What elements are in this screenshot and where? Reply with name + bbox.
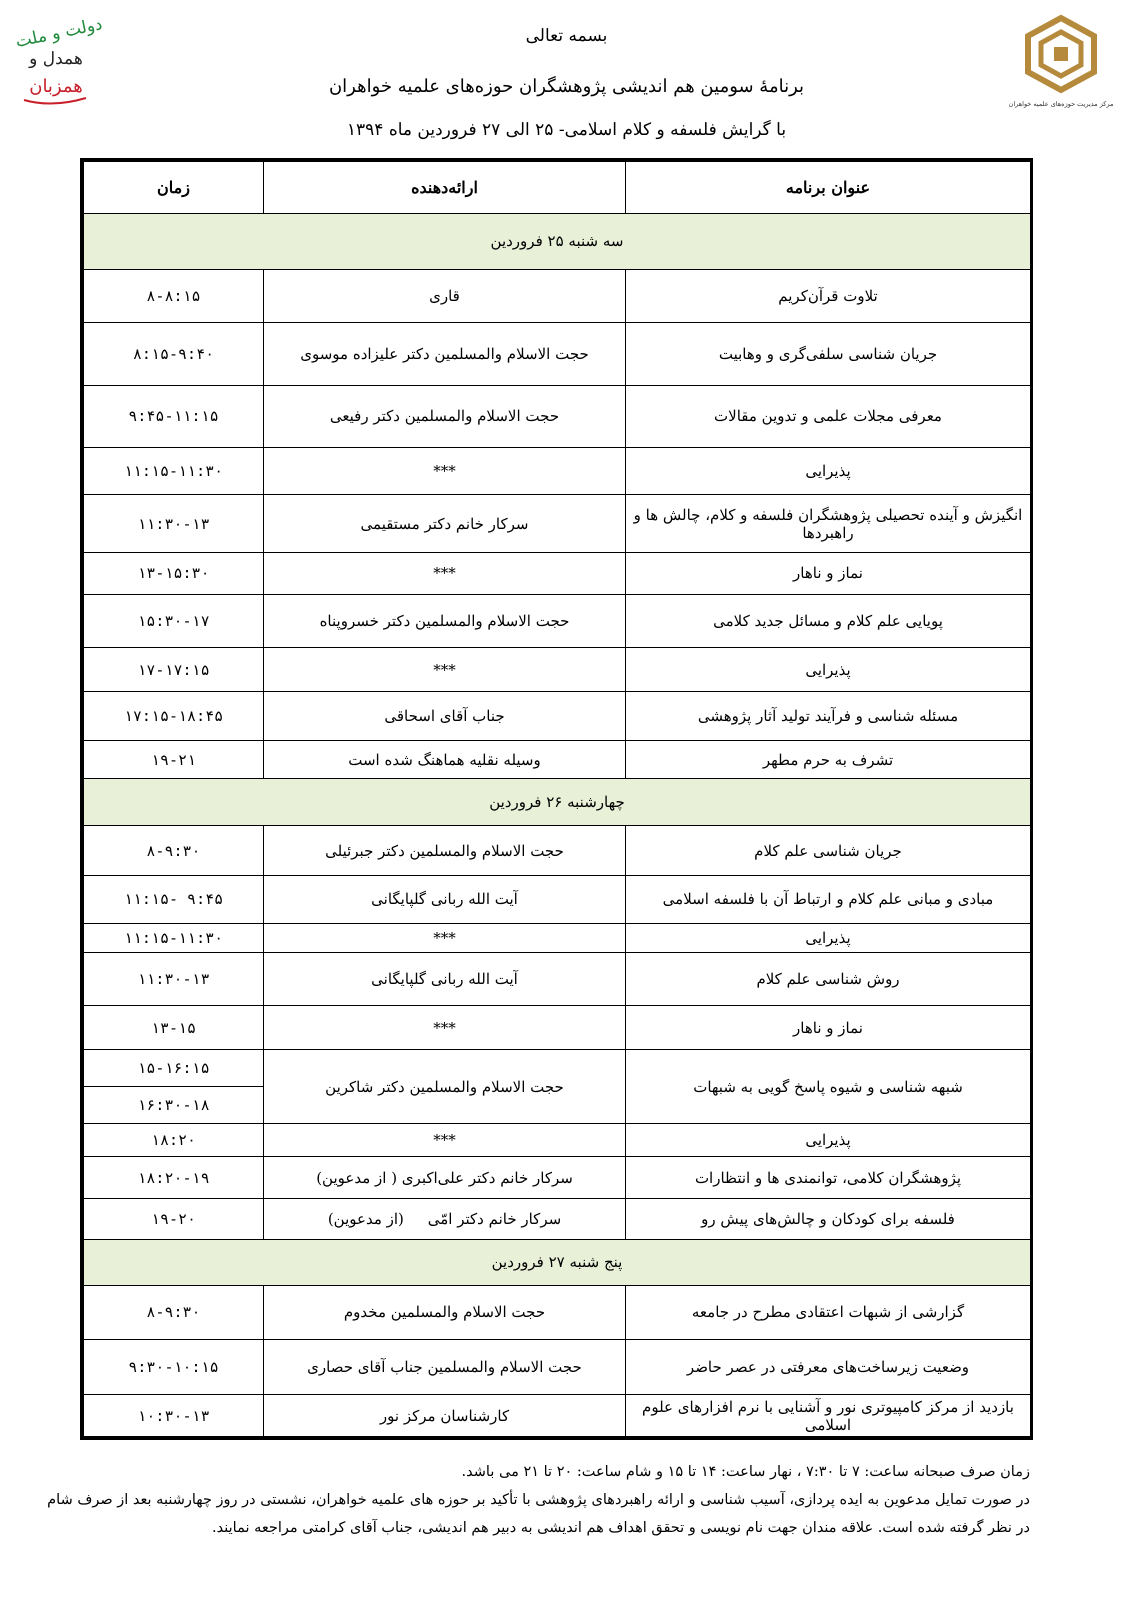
day-row	[84, 213, 1031, 269]
session-title: فلسفه برای کودکان و چالش‌های پیش رو	[626, 1198, 1031, 1239]
session-time: ۱۸:۲۰	[84, 1124, 264, 1157]
session-presenter: جناب آقای اسحاقی	[264, 691, 626, 741]
session-title: تشرف به حرم مطهر	[626, 741, 1031, 778]
program-table	[80, 158, 1033, 1440]
session-time: ۱۹-۲۱	[84, 741, 264, 778]
organization-caption: مرکز مدیریت حوزه‌های علمیه خواهران	[1008, 100, 1114, 108]
day-title: سه شنبه ۲۵ فروردین	[84, 213, 1031, 269]
table-header-row	[84, 162, 1031, 214]
session-presenter: حجت الاسلام والمسلمین جناب آقای حصاری	[264, 1339, 626, 1395]
session-title: گزارشی از شبهات اعتقادی مطرح در جامعه	[626, 1285, 1031, 1339]
table-row	[84, 691, 1031, 741]
column-header-time: زمان	[84, 162, 264, 214]
program-title: برنامهٔ سومین هم اندیشی پژوهشگران حوزه‌های علمیه خواهران	[328, 76, 805, 97]
table-row	[84, 648, 1031, 691]
table-row	[84, 323, 1031, 385]
table-row	[84, 1157, 1031, 1198]
table-row	[84, 385, 1031, 447]
session-time: ۹:۴۵-۱۱:۱۵	[84, 385, 264, 447]
session-presenter: ***	[264, 1124, 626, 1157]
logo-text-3: همزبان	[29, 76, 83, 97]
session-time: ۹:۴۵ -۱۱:۱۵	[84, 876, 264, 924]
session-title: پذیرایی	[626, 1124, 1031, 1157]
session-presenter: سرکار خانم دکتر علی‌اکبری ( از مدعوین)	[264, 1157, 626, 1198]
session-presenter: حجت الاسلام والمسلمین دکتر شاکرین	[264, 1049, 626, 1124]
campaign-logo	[12, 8, 105, 118]
session-time: ۱۸:۲۰-۱۹	[84, 1157, 264, 1198]
session-presenter: حجت الاسلام والمسلمین مخدوم	[264, 1285, 626, 1339]
session-title: مسئله شناسی و فرآیند تولید آثار پژوهشی	[626, 691, 1031, 741]
table-row	[84, 741, 1031, 778]
session-title: نماز و ناهار	[626, 553, 1031, 594]
session-time: ۹:۳۰-۱۰:۱۵	[84, 1339, 264, 1395]
session-title: پذیرایی	[626, 648, 1031, 691]
session-time: ۱۱:۱۵-۱۱:۳۰	[84, 447, 264, 495]
session-title: تلاوت قرآن‌کریم	[626, 269, 1031, 323]
evening-session-note: در صورت تمایل مدعوین به ایده پردازی، آسیب شناسی و ارائه راهبردهای پژوهشی با تأکید بر حوزه های علمیه خواهران، نشستی در روز چهارشنبه بعد از صرف شام در نظر گرفته شده است. علاقه مندان جهت نام نویسی و تحقق اهداف هم اندیشی به دبیر هم اندیشی، جناب آقای کرامتی مراجعه نمایند.	[47, 1492, 1030, 1536]
session-title: روش شناسی علم کلام	[626, 952, 1031, 1006]
session-time: ۱۵-۱۶:۱۵	[137, 1058, 210, 1077]
table-row	[84, 923, 1031, 952]
session-title: مبادی و مبانی علم کلام و ارتباط آن با فلسفه اسلامی	[626, 876, 1031, 924]
column-header-presenter: ارائه‌دهنده	[264, 162, 626, 214]
invocation-heading: بسمه تعالی	[525, 26, 608, 46]
session-time: ۱۳-۱۵:۳۰	[84, 553, 264, 594]
session-title: پژوهشگران کلامی، توانمندی ها و انتظارات	[626, 1157, 1031, 1198]
program-subtitle: با گرایش فلسفه و کلام اسلامی- ۲۵ الی ۲۷ فروردین ماه ۱۳۹۴	[346, 120, 787, 140]
table-row	[84, 269, 1031, 323]
session-presenter: وسیله نقلیه هماهنگ شده است	[264, 741, 626, 778]
logo-text-1: دولت و ملت	[13, 14, 105, 53]
session-time-split	[84, 1049, 264, 1124]
day-row	[84, 778, 1031, 826]
session-presenter: ***	[264, 923, 626, 952]
session-time: ۸-۸:۱۵	[84, 269, 264, 323]
session-title: وضعیت زیرساخت‌های معرفتی در عصر حاضر	[626, 1339, 1031, 1395]
table-row	[84, 1198, 1031, 1239]
session-presenter: آیت الله ربانی گلپایگانی	[264, 876, 626, 924]
session-presenter: حجت الاسلام والمسلمین دکتر علیزاده موسوی	[264, 323, 626, 385]
table-row	[84, 826, 1031, 876]
session-presenter: سرکار خانم دکتر مستقیمی	[264, 495, 626, 553]
session-title: معرفی مجلات علمی و تدوین مقالات	[626, 385, 1031, 447]
day-row	[84, 1240, 1031, 1286]
session-title: پذیرایی	[626, 447, 1031, 495]
session-title: شبهه شناسی و شیوه پاسخ گویی به شبهات	[626, 1049, 1031, 1124]
session-time: ۸-۹:۳۰	[84, 1285, 264, 1339]
meal-times-note: زمان صرف صبحانه ساعت: ۷ تا ۷:۳۰ ، نهار ساعت: ۱۴ تا ۱۵ و شام ساعت: ۲۰ تا ۲۱ می باشد.	[461, 1464, 1030, 1480]
table-row	[84, 1124, 1031, 1157]
session-time: ۱۱:۱۵-۱۱:۳۰	[84, 923, 264, 952]
session-title: جریان شناسی سلفی‌گری و وهابیت	[626, 323, 1031, 385]
session-title: بازدید از مرکز کامپیوتری نور و آشنایی با نرم افزارهای علوم اسلامی	[626, 1395, 1031, 1437]
session-presenter: ***	[264, 553, 626, 594]
table-row	[84, 876, 1031, 924]
footer-notes	[40, 1458, 1030, 1542]
session-presenter: آیت الله ربانی گلپایگانی	[264, 952, 626, 1006]
session-time: ۱۱:۳۰-۱۳	[84, 952, 264, 1006]
session-time: ۱۱:۳۰-۱۳	[84, 495, 264, 553]
table-row	[84, 1339, 1031, 1395]
table-row	[84, 594, 1031, 648]
session-time: ۸-۹:۳۰	[84, 826, 264, 876]
table-row	[84, 1006, 1031, 1049]
logo-text-2: همدل و	[29, 49, 83, 69]
session-time: ۱۷-۱۷:۱۵	[84, 648, 264, 691]
session-presenter: قاری	[264, 269, 626, 323]
session-presenter: حجت الاسلام والمسلمین دکتر رفیعی	[264, 385, 626, 447]
session-presenter: ***	[264, 1006, 626, 1049]
table-row	[84, 952, 1031, 1006]
session-presenter: ***	[264, 447, 626, 495]
session-time: ۱۰:۳۰-۱۳	[84, 1395, 264, 1437]
session-time: ۱۳-۱۵	[84, 1006, 264, 1049]
session-title: جریان شناسی علم کلام	[626, 826, 1031, 876]
table-row	[84, 447, 1031, 495]
session-presenter: ***	[264, 648, 626, 691]
session-time: ۱۶:۳۰-۱۸	[84, 1086, 263, 1123]
table-row	[84, 1049, 1031, 1124]
session-time: ۱۹-۲۰	[84, 1198, 264, 1239]
session-presenter: حجت الاسلام والمسلمین دکتر خسروپناه	[264, 594, 626, 648]
column-header-title: عنوان برنامه	[626, 162, 1031, 214]
session-presenter: کارشناسان مرکز نور	[264, 1395, 626, 1437]
session-title: انگیزش و آینده تحصیلی پژوهشگران فلسفه و کلام، چالش ها و راهبردها	[626, 495, 1031, 553]
table-row	[84, 553, 1031, 594]
session-presenter: سرکار خانم دکتر امّی (از مدعوین)	[264, 1198, 626, 1239]
day-title: چهارشنبه ۲۶ فروردین	[84, 778, 1031, 826]
session-time: ۱۵:۳۰-۱۷	[84, 594, 264, 648]
table-row	[84, 1395, 1031, 1437]
day-title: پنج شنبه ۲۷ فروردین	[84, 1240, 1031, 1286]
session-title: پذیرایی	[626, 923, 1031, 952]
session-time: ۱۷:۱۵-۱۸:۴۵	[84, 691, 264, 741]
session-title: پویایی علم کلام و مسائل جدید کلامی	[626, 594, 1031, 648]
session-presenter: حجت الاسلام والمسلمین دکتر جبرئیلی	[264, 826, 626, 876]
session-time: ۸:۱۵-۹:۴۰	[84, 323, 264, 385]
table-row	[84, 1285, 1031, 1339]
session-title: نماز و ناهار	[626, 1006, 1031, 1049]
table-row	[84, 495, 1031, 553]
